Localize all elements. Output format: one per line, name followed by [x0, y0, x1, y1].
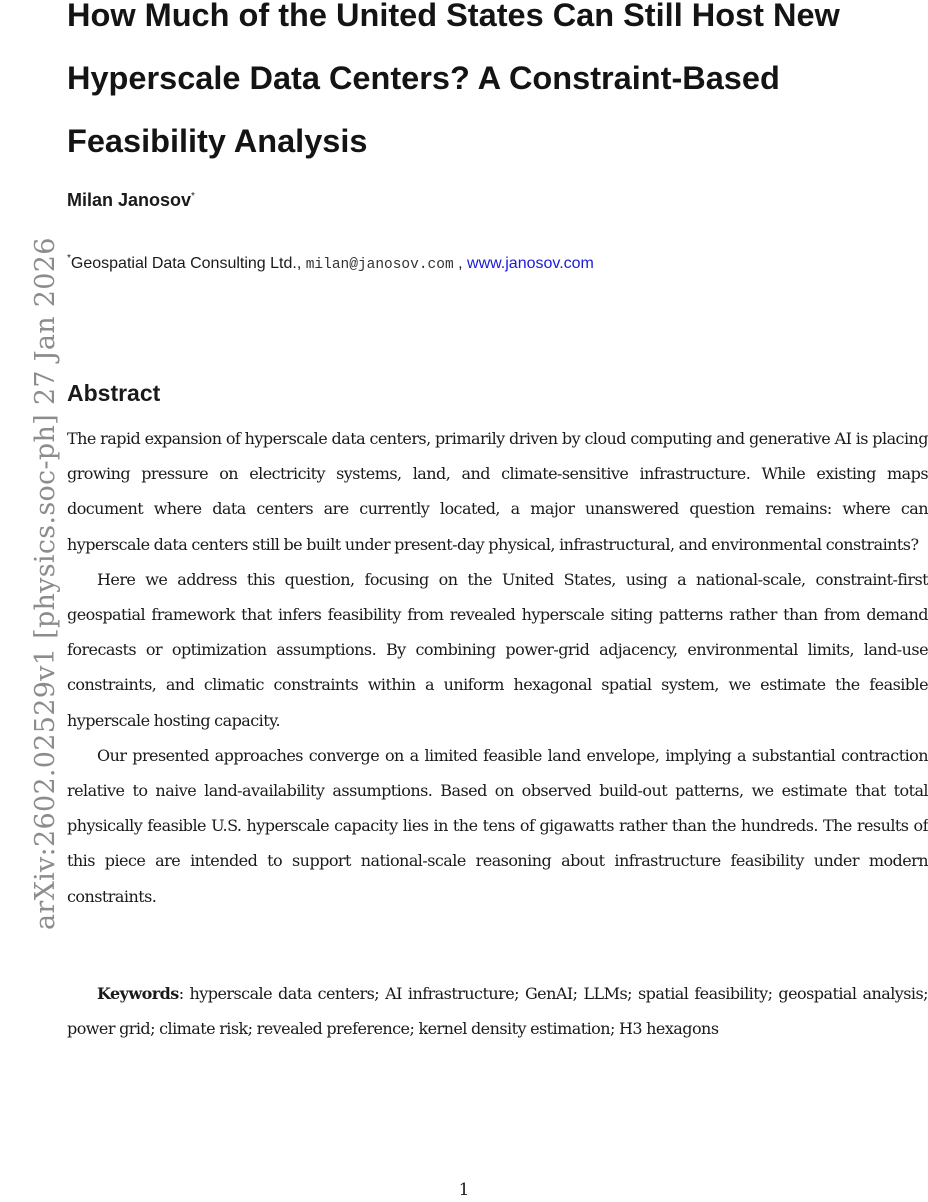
keywords-label: Keywords	[97, 984, 179, 1003]
affiliation-marker: *	[67, 253, 71, 264]
paper-title: How Much of the United States Can Still Host New Hyperscale Data Centers? A Constraint-Based Feasibility Analysis	[67, 0, 840, 159]
abstract-body	[67, 421, 928, 914]
abstract-heading: Abstract	[67, 380, 161, 406]
affiliation-line	[67, 247, 594, 277]
arxiv-identifier: arXiv:2602.02529v1 [physics.soc-ph] 27 Jan 2026	[30, 237, 61, 930]
abstract-paragraph: Our presented approaches converge on a limited feasible land envelope, implying a substantial contraction relative to naive land-availability assumptions. Based on observed build-out patterns, we estimate that total physically feasible U.S. hyperscale capacity lies in the tens of gigawatts rather than the hundreds. The results of this piece are intended to support national-scale reasoning about infrastructure feasibility under modern constraints.	[67, 745, 928, 906]
abstract-paragraph: The rapid expansion of hyperscale data centers, primarily driven by cloud computing and generative AI is placing growing pressure on electricity systems, land, and climate-sensitive infrastructure. While existing maps document where data centers are currently located, a major unanswered question remains: where can hyperscale data centers still be built under present-day physical, infrastructural, and environmental constraints?	[67, 429, 928, 554]
arxiv-stamp	[0, 0, 61, 940]
keywords-list: : hyperscale data centers; AI infrastructure; GenAI; LLMs; spatial feasibility; geospatial analysis; power grid; climate risk; revealed preference; kernel density estimation; H3 hexagons	[67, 984, 928, 1039]
author-name: Milan Janosov	[67, 190, 192, 210]
author-website-link[interactable]: www.janosov.com	[467, 255, 594, 272]
abstract-paragraph: Here we address this question, focusing on the United States, using a national-scale, constraint-first geospatial framework that infers feasibility from revealed hyperscale siting patterns rather than from demand forecasts or optimization assumptions. By combining power-grid adjacency, environmental limits, land-use constraints, and climatic constraints within a uniform hexagonal spatial system, we estimate the feasible hyperscale hosting capacity.	[67, 569, 928, 730]
keywords-paragraph	[67, 976, 928, 1046]
author-footnote-marker: *	[191, 191, 195, 202]
affiliation-separator: ,	[458, 255, 463, 272]
author-line	[67, 185, 195, 212]
affiliation-organization: Geospatial Data Consulting Ltd.,	[70, 255, 302, 272]
author-email-link[interactable]: milan@janosov.com	[305, 257, 454, 273]
page-number: 1	[458, 1180, 470, 1200]
